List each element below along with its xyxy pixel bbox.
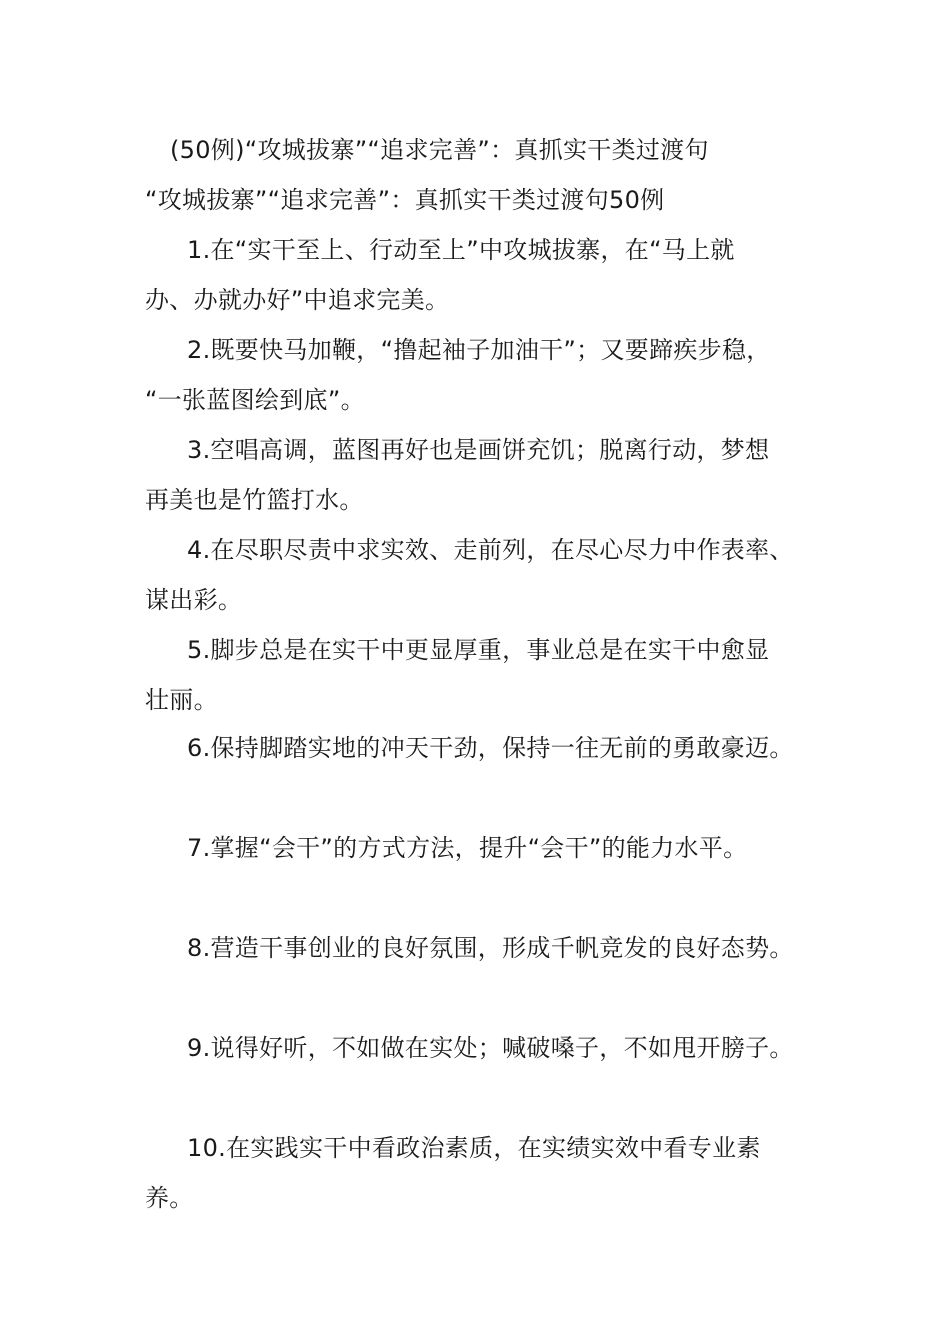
- item-10-line-2: 养。: [145, 1184, 194, 1212]
- item-9-line-1: 9.说得好听，不如做在实处；喊破嗓子，不如甩开膀子。: [187, 1034, 794, 1062]
- item-2-line-2: “一张蓝图绘到底”。: [145, 386, 365, 414]
- item-3-line-1: 3.空唱高调，蓝图再好也是画饼充饥；脱离行动，梦想: [187, 436, 770, 464]
- document-title: (50例)“攻城拔寨”“追求完善”：真抓实干类过渡句: [170, 136, 709, 164]
- item-1-line-1: 1.在“实干至上、行动至上”中攻城拔寨，在“马上就: [187, 236, 735, 264]
- item-8-line-1: 8.营造干事创业的良好氛围，形成千帆竞发的良好态势。: [187, 934, 794, 962]
- item-5-line-1: 5.脚步总是在实干中更显厚重，事业总是在实干中愈显: [187, 636, 770, 664]
- item-2-line-1: 2.既要快马加鞭，“撸起袖子加油干”；又要蹄疾步稳，: [187, 336, 771, 364]
- item-4-line-1: 4.在尽职尽责中求实效、走前列，在尽心尽力中作表率、: [187, 536, 794, 564]
- item-7-line-1: 7.掌握“会干”的方式方法，提升“会干”的能力水平。: [187, 834, 748, 862]
- item-1-line-2: 办、办就办好”中追求完美。: [145, 286, 450, 314]
- item-6-line-1: 6.保持脚踏实地的冲天干劲，保持一往无前的勇敢豪迈。: [187, 734, 794, 762]
- document-subtitle: “攻城拔寨”“追求完善”：真抓实干类过渡句50例: [145, 186, 665, 214]
- item-3-line-2: 再美也是竹篮打水。: [145, 486, 364, 514]
- item-4-line-2: 谋出彩。: [145, 586, 243, 614]
- item-10-line-1: 10.在实践实干中看政治素质，在实绩实效中看专业素: [187, 1134, 761, 1162]
- item-5-line-2: 壮丽。: [145, 686, 218, 714]
